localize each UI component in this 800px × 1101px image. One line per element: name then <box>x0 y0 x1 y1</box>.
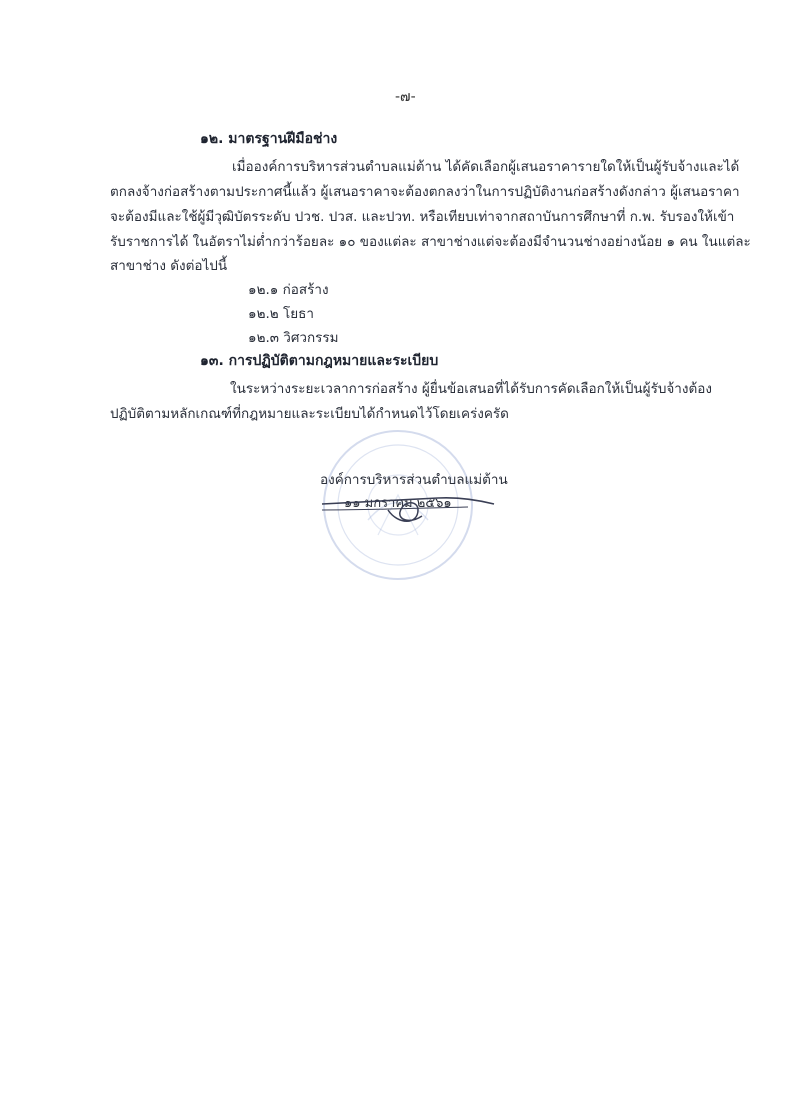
section-13-heading: ๑๓. การปฏิบัติตามกฎหมายและระเบียบ <box>200 353 439 369</box>
section-12-line-4: รับราชการได้ ในอัตราไม่ต่ำกว่าร้อยละ ๑๐ ของแต่ละ สาขาช่างแต่จะต้องมีจำนวนช่างอย่างน้อย ๑ คน ในแต่ละ <box>110 234 751 250</box>
section-12-item-1: ๑๒.๑ ก่อสร้าง <box>248 282 329 298</box>
section-13-line-1: ในระหว่างระยะเวลาการก่อสร้าง ผู้ยื่นข้อเสนอที่ได้รับการคัดเลือกให้เป็นผู้รับจ้างต้อง <box>230 381 712 397</box>
section-12-line-5: สาขาช่าง ดังต่อไปนี้ <box>110 258 228 274</box>
section-12-line-3: จะต้องมีและใช้ผู้มีวุฒิบัตรระดับ ปวช. ปวส. และปวท. หรือเทียบเท่าจากสถาบันการศึกษาที่ ก.พ. รับรองให้เข้า <box>110 209 735 225</box>
page-number: -๗- <box>395 89 416 105</box>
section-13-line-2: ปฏิบัติตามหลักเกณฑ์ที่กฎหมายและระเบียบได้กำหนดไว้โดยเคร่งครัด <box>110 406 509 422</box>
section-12-line-2: ตกลงจ้างก่อสร้างตามประกาศนี้แล้ว ผู้เสนอราคาจะต้องตกลงว่าในการปฏิบัติงานก่อสร้างดังกล่าว ผู้เสนอราคา <box>110 184 740 200</box>
section-12-item-2: ๑๒.๒ โยธา <box>248 306 314 322</box>
section-12-line-1: เมื่อองค์การบริหารส่วนตำบลแม่ต้าน ได้คัดเลือกผู้เสนอราคารายใดให้เป็นผู้รับจ้างและได้ <box>232 159 740 175</box>
signature-organization: องค์การบริหารส่วนตำบลแม่ต้าน <box>320 472 508 488</box>
section-12-heading: ๑๒. มาตรฐานฝีมือช่าง <box>200 131 338 147</box>
section-12-item-3: ๑๒.๓ วิศวกรรม <box>248 330 339 346</box>
signature-date: ๑๑ มกราคม ๒๕๖๑ <box>344 496 452 511</box>
signature-icon <box>318 480 498 530</box>
